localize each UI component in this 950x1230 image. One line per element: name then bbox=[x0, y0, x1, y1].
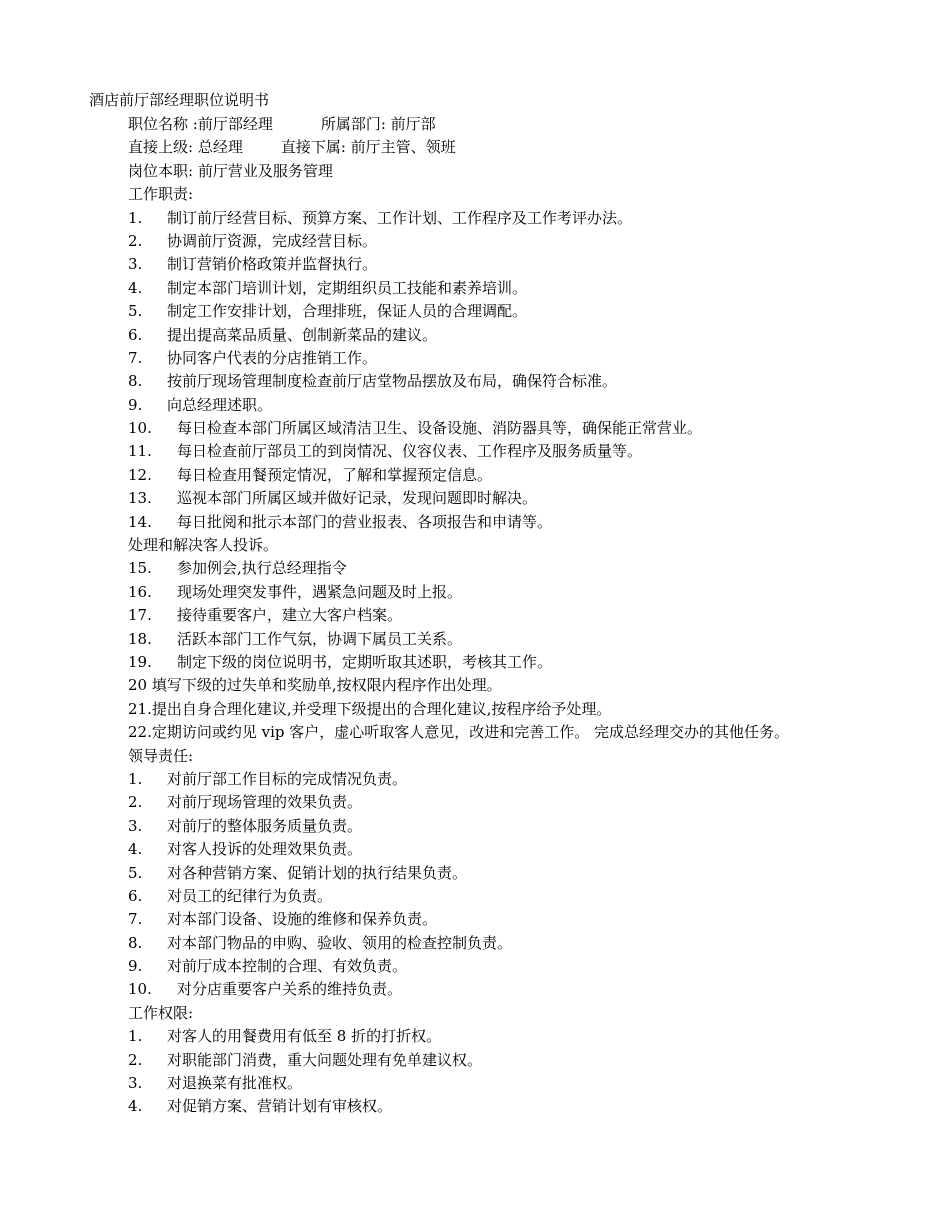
list-item: 13. 巡视本部门所属区域并做好记录，发现问题即时解决。 bbox=[128, 489, 538, 508]
list-item: 3. 制订营销价格政策并监督执行。 bbox=[128, 255, 378, 274]
list-item: 1. 对前厅部工作目标的完成情况负责。 bbox=[128, 769, 408, 788]
list-item: 6. 提出提高菜品质量、创制新菜品的建议。 bbox=[128, 325, 438, 344]
list-item: 9. 向总经理述职。 bbox=[128, 395, 273, 414]
list-item: 3. 对退换菜有批准权。 bbox=[128, 1074, 303, 1093]
work-duties-header: 工作职责: bbox=[128, 185, 194, 204]
document-title: 酒店前厅部经理职位说明书 bbox=[89, 91, 270, 109]
list-item: 2. 协调前厅资源，完成经营目标。 bbox=[128, 231, 378, 250]
job-duty: 岗位本职: 前厅营业及服务管理 bbox=[128, 161, 333, 180]
position-name: 职位名称 :前厅部经理 bbox=[128, 115, 273, 133]
list-item: 4. 制定本部门培训计划，定期组织员工技能和素养培训。 bbox=[128, 278, 528, 297]
list-item: 20 填写下级的过失单和奖励单,按权限内程序作出处理。 bbox=[128, 676, 502, 695]
list-item: 4. 对客人投诉的处理效果负责。 bbox=[128, 840, 363, 859]
list-item: 10. 每日检查本部门所属区域清洁卫生、设备设施、消防器具等，确保能正常营业。 bbox=[128, 419, 703, 438]
list-item: 14. 每日批阅和批示本部门的营业报表、各项报告和申请等。 bbox=[128, 512, 553, 531]
info-row-2 bbox=[128, 136, 928, 159]
complaint-line: 处理和解决客人投诉。 bbox=[128, 536, 279, 555]
list-item: 15. 参加例会,执行总经理指令 bbox=[128, 559, 347, 578]
list-item: 5. 制定工作安排计划，合理排班，保证人员的合理调配。 bbox=[128, 302, 528, 321]
list-item: 2. 对职能部门消费，重大问题处理有免单建议权。 bbox=[128, 1050, 483, 1069]
list-item: 5. 对各种营销方案、促销计划的执行结果负责。 bbox=[128, 863, 468, 882]
list-item: 8. 对本部门物品的申购、验收、领用的检查控制负责。 bbox=[128, 933, 513, 952]
info-row-1 bbox=[128, 113, 928, 136]
list-item: 21.提出自身合理化建议,并受理下级提出的合理化建议,按程序给予处理。 bbox=[128, 699, 612, 718]
list-item: 11. 每日检查前厅部员工的到岗情况、仪容仪表、工作程序及服务质量等。 bbox=[128, 442, 643, 461]
list-item: 6. 对员工的纪律行为负责。 bbox=[128, 886, 333, 905]
document-body bbox=[128, 113, 928, 1119]
authority-header: 工作权限: bbox=[128, 1003, 194, 1022]
list-item: 7. 协同客户代表的分店推销工作。 bbox=[128, 348, 378, 367]
list-item: 18. 活跃本部门工作气氛，协调下属员工关系。 bbox=[128, 629, 463, 648]
list-item: 12. 每日检查用餐预定情况，了解和掌握预定信息。 bbox=[128, 465, 493, 484]
list-item: 2. 对前厅现场管理的效果负责。 bbox=[128, 793, 363, 812]
direct-superior: 直接上级: 总经理 bbox=[128, 138, 243, 157]
list-item: 1. 制订前厅经营目标、预算方案、工作计划、工作程序及工作考评办法。 bbox=[128, 208, 633, 227]
list-item: 8. 按前厅现场管理制度检查前厅店堂物品摆放及布局，确保符合标准。 bbox=[128, 372, 618, 391]
list-item: 17. 接待重要客户，建立大客户档案。 bbox=[128, 606, 403, 625]
list-item: 16. 现场处理突发事件，遇紧急问题及时上报。 bbox=[128, 582, 463, 601]
list-item: 3. 对前厅的整体服务质量负责。 bbox=[128, 816, 363, 835]
list-item: 1. 对客人的用餐费用有低至 8 折的打折权。 bbox=[128, 1027, 442, 1046]
leadership-header: 领导责任: bbox=[128, 746, 194, 765]
list-item: 7. 对本部门设备、设施的维修和保养负责。 bbox=[128, 910, 438, 929]
list-item: 9. 对前厅成本控制的合理、有效负责。 bbox=[128, 957, 408, 976]
list-item: 10. 对分店重要客户关系的维持负责。 bbox=[128, 980, 403, 999]
list-item: 4. 对促销方案、营销计划有审核权。 bbox=[128, 1097, 393, 1116]
list-item: 22.定期访问或约见 vip 客户，虚心听取客人意见，改进和完善工作。 完成总经理交办的其他任务。 bbox=[128, 723, 790, 742]
list-item: 19. 制定下级的岗位说明书，定期听取其述职，考核其工作。 bbox=[128, 652, 553, 671]
direct-subordinate: 直接下属: 前厅主管、领班 bbox=[280, 138, 456, 157]
department: 所属部门: 前厅部 bbox=[320, 115, 436, 133]
